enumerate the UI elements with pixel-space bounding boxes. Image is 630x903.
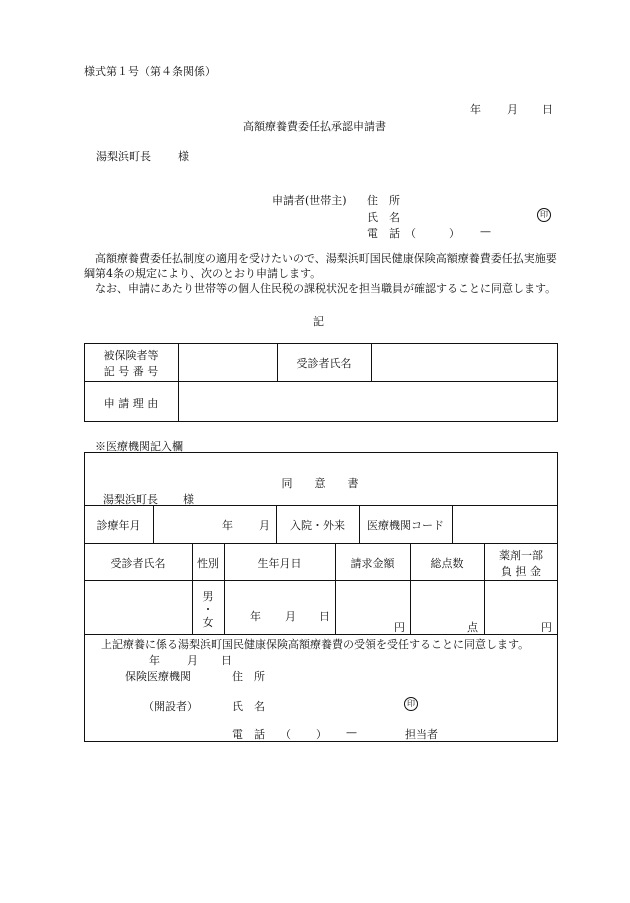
- birth-month-unit: 月: [285, 610, 296, 623]
- drug-copay-unit: 円: [541, 621, 552, 634]
- institution-code-label: 医療機関コード: [367, 519, 444, 532]
- institution-phone-label: 電 話: [232, 728, 265, 741]
- patient-name-label: 受診者氏名: [296, 357, 352, 370]
- date-year-label: 年: [470, 103, 481, 116]
- consent-day-unit: 日: [221, 654, 232, 667]
- applicant-phone-label: 電 話: [367, 227, 400, 240]
- institution-phone-open: （: [280, 728, 291, 741]
- claim-amount-unit: 円: [394, 621, 405, 634]
- birth-day-unit: 日: [319, 610, 330, 623]
- visit-month-label: 診療年月: [96, 519, 141, 532]
- consent-honorific: 様: [183, 493, 194, 506]
- sex-male-option[interactable]: 男: [202, 590, 214, 603]
- institution-label: 保険医療機関: [125, 670, 191, 683]
- table-divider: [84, 634, 558, 635]
- applicant-name-label: 氏 名: [367, 211, 400, 224]
- body-paragraph-1: 高額療養費委任払制度の適用を受けたいので、湯梨浜町国民健康保険高額療養費委任払実施要綱第4条の規定により、次のとおり申請します。: [84, 252, 557, 280]
- birth-year-unit: 年: [250, 610, 261, 623]
- medical-note: ※医療機関記入欄: [95, 440, 183, 453]
- col-header-claim-amount: 請求金額: [350, 557, 395, 570]
- body-paragraph-2: なお、申請にあたり世帯等の個人住民税の課税状況を担当職員が確認することに同意します。: [84, 282, 557, 295]
- sex-female-option[interactable]: 女: [202, 616, 214, 629]
- institution-phone-dash: —: [346, 726, 357, 739]
- institution-seal-icon: 印: [404, 696, 418, 711]
- page-title: 高額療養費委任払承認申請書: [243, 120, 386, 133]
- col-header-patient-name: 受診者氏名: [110, 557, 166, 570]
- institution-address-label: 住 所: [232, 670, 265, 683]
- sex-separator: ・: [202, 603, 214, 616]
- patient-name-cell-input[interactable]: [85, 581, 191, 633]
- visit-year-unit: 年: [222, 519, 233, 532]
- applicant-label: 申請者(世帯主): [272, 194, 347, 207]
- date-day-label: 日: [542, 103, 553, 116]
- date-month-label: 月: [507, 103, 518, 116]
- consent-addressee: 湯梨浜町長: [103, 493, 158, 506]
- applicant-address-label: 住 所: [367, 194, 400, 207]
- inout-label: 入院・外来: [290, 519, 345, 532]
- addressee-honorific: 様: [178, 150, 189, 163]
- applicant-phone-close: ）: [449, 227, 460, 240]
- reason-input[interactable]: [179, 382, 557, 421]
- col-header-birthdate: 生年月日: [257, 557, 302, 570]
- col-header-total-points: 総点数: [430, 557, 464, 570]
- table-divider: [84, 543, 558, 544]
- staff-label: 担当者: [405, 728, 438, 741]
- table-divider: [153, 505, 154, 543]
- col-header-drug-copay-line1: 薬剤一部: [499, 549, 543, 562]
- consent-month-unit: 月: [187, 654, 198, 667]
- insured-number-label-line1: 被保険者等: [103, 349, 159, 362]
- patient-name-input[interactable]: [372, 344, 557, 380]
- founder-label: （開設者）: [143, 700, 198, 713]
- addressee: 湯梨浜町長: [96, 150, 151, 163]
- institution-code-input[interactable]: [453, 506, 557, 542]
- institution-phone-close: ）: [316, 728, 327, 741]
- reason-label: 申 請 理 由: [103, 397, 159, 410]
- insured-number-label-line2: 記 号 番 号: [103, 365, 159, 378]
- col-header-drug-copay-line2: 負 担 金: [501, 565, 541, 578]
- ki-mark: 記: [313, 315, 324, 328]
- insured-number-input[interactable]: [179, 344, 276, 380]
- consent-statement: 上記療養に係る湯梨浜町国民健康保険高額療養費の受領を受任することに同意します。: [101, 638, 530, 651]
- total-points-unit: 点: [467, 621, 478, 634]
- col-header-sex: 性別: [197, 557, 219, 570]
- consent-title: 同 意 書: [281, 477, 359, 490]
- institution-name-label: 氏 名: [232, 700, 265, 713]
- form-number: 様式第１号（第４条関係）: [84, 65, 216, 78]
- applicant-phone-dash: —: [480, 225, 491, 238]
- applicant-phone-open: （: [405, 227, 416, 240]
- consent-year-unit: 年: [149, 654, 160, 667]
- applicant-seal-icon: 印: [537, 207, 551, 222]
- visit-month-unit: 月: [259, 519, 270, 532]
